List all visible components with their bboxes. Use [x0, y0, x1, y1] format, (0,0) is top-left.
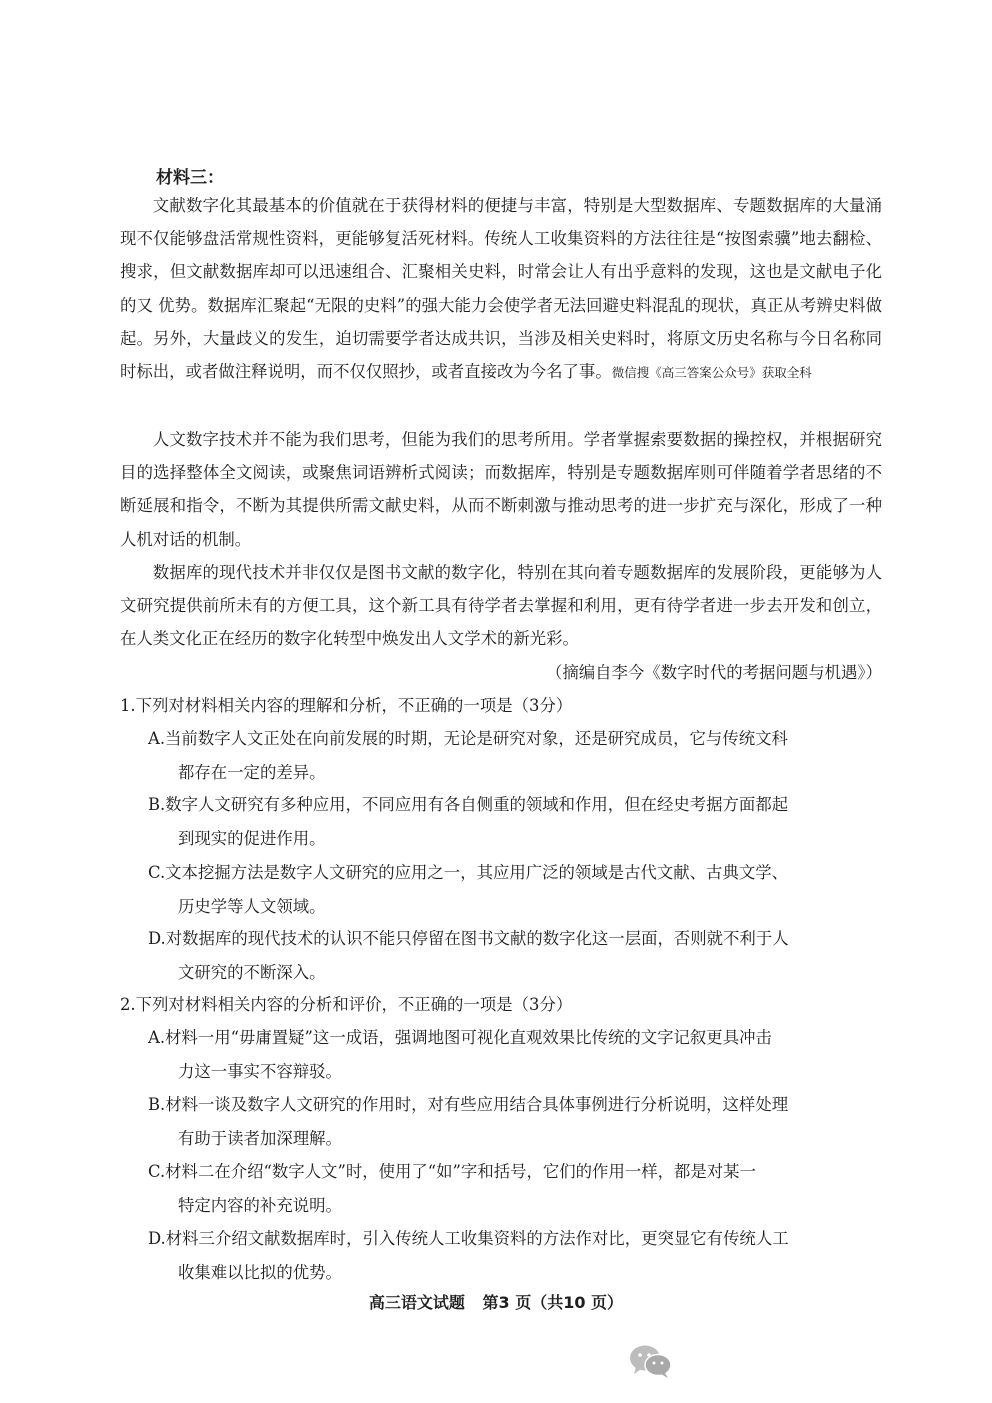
option-line-1: C.文本挖掘方法是数字人文研究的应用之一，其应用广泛的领域是古代文献、古典文学、 — [148, 863, 789, 882]
option-line-2: 都存在一定的差异。 — [178, 763, 326, 782]
question-2-option-b — [148, 1088, 878, 1156]
option-line-1: B.材料一谈及数字人文研究的作用时，对有些应用结合具体事例进行分析说明，这样处理 — [148, 1095, 789, 1114]
option-line-2: 到现实的促进作用。 — [178, 829, 326, 848]
question-1-stem: 1.下列对材料相关内容的理解和分析，不正确的一项是（3分） — [120, 696, 573, 715]
question-2-option-d — [148, 1222, 878, 1290]
option-line-1: C.材料二在介绍“数字人文”时，使用了“如”字和括号，它们的作用一样，都是对某一 — [148, 1162, 756, 1181]
option-line-1: D.对数据库的现代技术的认识不能只停留在图书文献的数字化这一层面，否则就不利于人 — [148, 929, 789, 948]
option-line-2: 有助于读者加深理解。 — [178, 1129, 342, 1148]
question-1-option-c — [148, 856, 878, 924]
question-1-option-d — [148, 922, 878, 990]
option-line-1: D.材料三介绍文献数据库时，引入传统人工收集资料的方法作对比，更突显它有传统人工 — [148, 1229, 789, 1248]
question-2-option-a — [148, 1021, 878, 1089]
page-footer — [0, 1290, 992, 1313]
material-paragraph-2: 人文数字技术并不能为我们思考，但能为我们的思考所用。学者掌握索要数据的操控权，并根据研究目的选择整体全文阅读，或聚焦词语辨析式阅读；而数据库，特别是专题数据库则可伴随着学者思绪的不断延展和指令，不断为其提供所需文献史料，从而不断刺激与推动思考的进一步扩充与深化，形成了一种人机对话的机制。 — [120, 430, 882, 549]
option-line-1: A.材料一用“毋庸置疑”这一成语，强调地图可视化直观效果比传统的文字记叙更具冲击 — [148, 1028, 772, 1047]
question-2-stem: 2.下列对材料相关内容的分析和评价，不正确的一项是（3分） — [120, 995, 573, 1014]
footer-page-number: 第3 页（共10 页） — [482, 1293, 624, 1312]
material-heading: 材料三： — [156, 168, 224, 188]
option-line-1: A.当前数字人文正处在向前发展的时期，无论是研究对象，还是研究成员，它与传统文科 — [148, 729, 788, 748]
question-2-option-c — [148, 1155, 878, 1223]
source-citation: （摘编自李今《数字时代的考据问题与机遇》） — [545, 663, 882, 682]
option-line-2: 历史学等人文领域。 — [178, 897, 326, 916]
material-paragraph-1 — [120, 189, 882, 389]
option-line-2: 收集难以比拟的优势。 — [178, 1263, 342, 1282]
paragraph-1-text: 文献数字化其最基本的价值就在于获得材料的便捷与丰富，特别是大型数据库、专题数据库的大量涌现不仅能够盘活常规性资料，更能够复活死材料。传统人工收集资料的方法往往是“按图索骥”地去翻检、搜求，但文献数据库却可以迅速组合、汇聚相关史料，时常会让人有出乎意料的发现，这也是文献电子化的又 优势。数据库汇聚起“无限的史料”的强大能力会使学者无法回避史料混乱的现状，真正从考辨史料做起。另外，大量歧义的发生，迫切需要学者达成共识，当涉及相关史料时，将原文历史名称与今日名称同时标出，或者做注释说明，而不仅仅照抄，或者直接改为今名了事。 — [120, 196, 882, 382]
question-1-option-a — [148, 722, 878, 790]
option-line-2: 力这一事实不容辩驳。 — [178, 1062, 342, 1081]
material-paragraph-3: 数据库的现代技术并非仅仅是图书文献的数字化，特别在其向着专题数据库的发展阶段，更能够为人文研究提供前所未有的方便工具，这个新工具有待学者去掌握和利用，更有待学者进一步去开发和创立，在人类文化正在经历的数字化转型中焕发出人文学术的新光彩。 — [120, 563, 882, 649]
option-line-2: 文研究的不断深入。 — [178, 963, 326, 982]
footer-subject: 高三语文试题 — [368, 1293, 465, 1312]
question-1-option-b — [148, 788, 878, 856]
option-line-1: B.数字人文研究有多种应用，不同应用有各自侧重的领域和作用，但在经史考据方面都起 — [148, 795, 789, 814]
option-line-2: 特定内容的补充说明。 — [178, 1196, 342, 1215]
watermark-note: 微信搜《高三答案公众号》获取全科 — [611, 365, 812, 381]
wechat-icon — [628, 1343, 674, 1379]
